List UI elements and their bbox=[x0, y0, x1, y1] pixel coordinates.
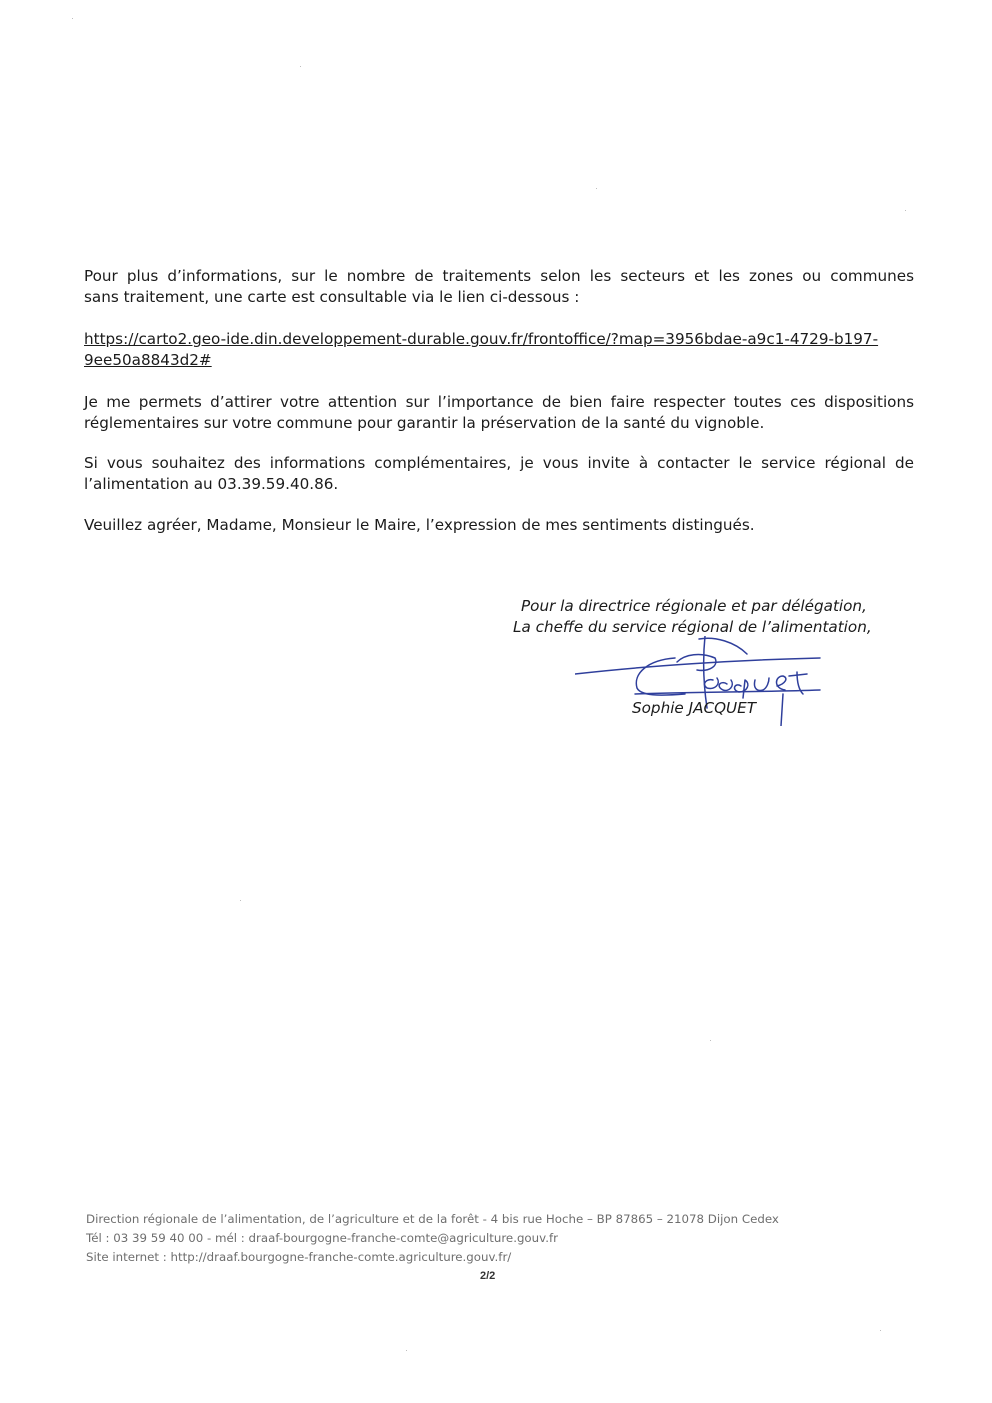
scan-speck bbox=[72, 18, 73, 19]
signatory-name: Sophie JACQUET bbox=[632, 699, 757, 717]
map-link-line-1: https://carto2.geo-ide.din.developpement-durable.gouv.fr/frontoffice/?map=3956bdae-a9c1-4729-b197- bbox=[84, 330, 879, 348]
info-paragraph-line-2: sans traitement, une carte est consultable via le lien ci-dessous : bbox=[84, 288, 580, 306]
scan-speck bbox=[710, 1040, 711, 1041]
map-link[interactable] bbox=[84, 329, 914, 371]
attention-paragraph-line-1: Je me permets d’attirer votre attention sur l’importance de bien faire respecter toutes ces dispositions bbox=[84, 393, 914, 411]
signature-title-line: La cheffe du service régional de l’alimentation, bbox=[513, 618, 872, 636]
attention-paragraph-line-2: réglementaires sur votre commune pour garantir la préservation de la santé du vignoble. bbox=[84, 414, 765, 432]
scan-speck bbox=[905, 210, 906, 211]
page-number: 2/2 bbox=[480, 1270, 496, 1282]
scan-speck bbox=[596, 188, 597, 189]
contact-paragraph-line-1: Si vous souhaitez des informations complémentaires, je vous invite à contacter le service régional de bbox=[84, 454, 914, 472]
contact-paragraph-line-2: l’alimentation au 03.39.59.40.86. bbox=[84, 475, 339, 493]
footer-address: Direction régionale de l’alimentation, de l’agriculture et de la forêt - 4 bis rue Hoche – BP 87865 – 21078 Dijon Cedex bbox=[86, 1212, 779, 1226]
scan-speck bbox=[880, 1330, 881, 1331]
contact-paragraph bbox=[84, 453, 914, 495]
closing-line: Veuillez agréer, Madame, Monsieur le Maire, l’expression de mes sentiments distingués. bbox=[84, 516, 755, 534]
footer-website: Site internet : http://draaf.bourgogne-franche-comte.agriculture.gouv.fr/ bbox=[86, 1250, 512, 1264]
attention-paragraph bbox=[84, 392, 914, 434]
scan-speck bbox=[300, 66, 301, 67]
map-link-line-2: 9ee50a8843d2# bbox=[84, 351, 212, 369]
scan-speck bbox=[240, 900, 241, 901]
scan-speck bbox=[406, 1350, 407, 1351]
signature-delegation-line: Pour la directrice régionale et par délégation, bbox=[521, 597, 867, 615]
footer-contact: Tél : 03 39 59 40 00 - mél : draaf-bourgogne-franche-comte@agriculture.gouv.fr bbox=[86, 1231, 558, 1245]
info-paragraph bbox=[84, 266, 914, 308]
map-link-paragraph bbox=[84, 329, 914, 371]
info-paragraph-line-1: Pour plus d’informations, sur le nombre de traitements selon les secteurs et les zones ou communes bbox=[84, 267, 914, 285]
closing-paragraph bbox=[84, 515, 914, 536]
